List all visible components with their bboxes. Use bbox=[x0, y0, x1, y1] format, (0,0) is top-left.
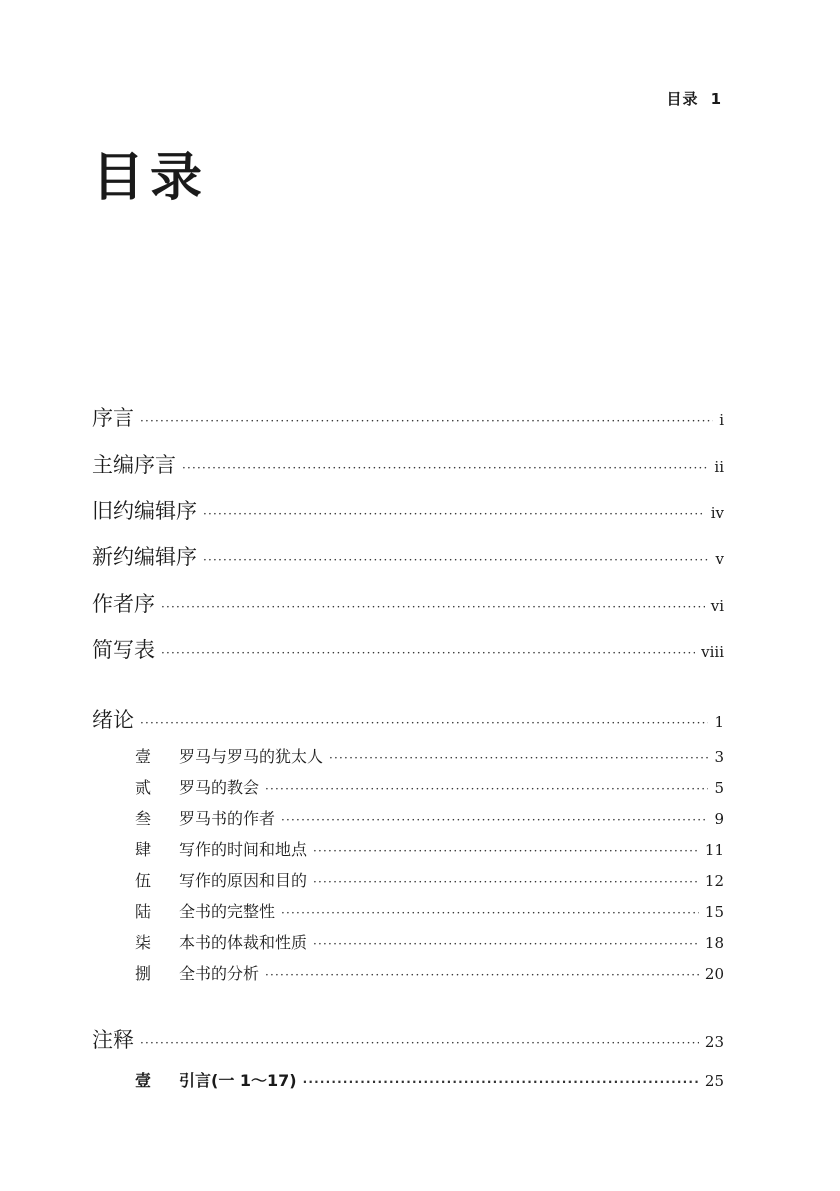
dot-leader bbox=[161, 600, 705, 614]
toc-entry-introduction[interactable] bbox=[92, 704, 724, 734]
toc-page: 9 bbox=[714, 810, 724, 828]
dot-leader bbox=[313, 937, 699, 951]
dot-leader bbox=[265, 968, 699, 982]
toc-entry-nt-editor-preface[interactable] bbox=[92, 541, 724, 571]
section-number: 陆 bbox=[135, 902, 152, 921]
toc-label: 罗马书的作者 bbox=[179, 809, 276, 828]
toc-page: v bbox=[715, 550, 724, 568]
section-number: 捌 bbox=[135, 964, 152, 983]
toc-page: 23 bbox=[704, 1033, 724, 1051]
section-number: 柒 bbox=[135, 933, 152, 952]
toc-subentry[interactable] bbox=[135, 868, 724, 891]
toc-label: 引言(一 1～17) bbox=[179, 1071, 297, 1090]
page-title: 目录 bbox=[92, 148, 209, 208]
toc-label: 写作的时间和地点 bbox=[179, 840, 308, 859]
toc-entry-preface[interactable] bbox=[92, 402, 724, 432]
dot-leader bbox=[140, 414, 713, 428]
section-number: 肆 bbox=[135, 840, 152, 859]
toc-page: viii bbox=[701, 643, 724, 661]
toc-page: 12 bbox=[704, 872, 724, 890]
toc-subentry[interactable] bbox=[135, 837, 724, 860]
section-number: 壹 bbox=[135, 747, 152, 766]
toc-page: 3 bbox=[714, 748, 724, 766]
toc-label: 本书的体裁和性质 bbox=[179, 933, 308, 952]
running-head-page: 1 bbox=[710, 90, 722, 108]
toc-entry-author-preface[interactable] bbox=[92, 588, 724, 618]
dot-leader bbox=[313, 844, 699, 858]
toc-entry-editor-preface[interactable] bbox=[92, 449, 724, 479]
toc-page: 5 bbox=[714, 779, 724, 797]
toc-label: 序言 bbox=[92, 406, 134, 430]
toc-label: 写作的原因和目的 bbox=[179, 871, 308, 890]
toc-page: 18 bbox=[704, 934, 724, 952]
dot-leader bbox=[313, 875, 699, 889]
toc-subentry[interactable] bbox=[135, 930, 724, 953]
toc-page: ii bbox=[714, 458, 724, 476]
toc-label: 罗马的教会 bbox=[179, 778, 260, 797]
section-number: 伍 bbox=[135, 871, 152, 890]
toc-page: 20 bbox=[704, 965, 724, 983]
toc-page: 25 bbox=[704, 1072, 724, 1090]
toc-subentry[interactable] bbox=[135, 806, 724, 829]
dot-leader bbox=[182, 461, 708, 475]
dot-leader bbox=[203, 553, 710, 567]
section-number: 叁 bbox=[135, 809, 152, 828]
toc-label: 主编序言 bbox=[92, 453, 176, 477]
toc-entry-abbreviations[interactable] bbox=[92, 634, 724, 664]
dot-leader bbox=[161, 646, 695, 660]
toc-label: 简写表 bbox=[92, 638, 155, 662]
dot-leader bbox=[140, 716, 708, 730]
dot-leader bbox=[281, 813, 708, 827]
dot-leader bbox=[329, 751, 708, 765]
toc-label: 全书的分析 bbox=[179, 964, 260, 983]
toc-page: i bbox=[719, 411, 724, 429]
toc-label: 注释 bbox=[92, 1028, 134, 1052]
dot-leader bbox=[281, 906, 699, 920]
toc-label: 全书的完整性 bbox=[179, 902, 276, 921]
toc-page: 15 bbox=[704, 903, 724, 921]
toc-label: 绪论 bbox=[92, 708, 134, 732]
toc-page: vi bbox=[710, 597, 724, 615]
section-number: 壹 bbox=[135, 1071, 152, 1090]
toc-entry-ot-editor-preface[interactable] bbox=[92, 495, 724, 525]
running-head-text: 目录 bbox=[666, 90, 699, 108]
toc-label: 作者序 bbox=[92, 592, 155, 616]
toc-subentry[interactable] bbox=[135, 775, 724, 798]
toc-subentry[interactable] bbox=[135, 961, 724, 984]
toc-label: 罗马与罗马的犹太人 bbox=[179, 747, 324, 766]
toc-page: 1 bbox=[714, 713, 724, 731]
dot-leader bbox=[303, 1075, 699, 1089]
toc-page: 11 bbox=[704, 841, 724, 859]
toc-label: 旧约编辑序 bbox=[92, 499, 197, 523]
section-number: 贰 bbox=[135, 778, 152, 797]
toc-label: 新约编辑序 bbox=[92, 545, 197, 569]
dot-leader bbox=[265, 782, 708, 796]
running-head bbox=[667, 88, 722, 109]
dot-leader bbox=[203, 507, 705, 521]
toc-page: iv bbox=[710, 504, 724, 522]
toc-entry-commentary[interactable] bbox=[92, 1024, 724, 1054]
dot-leader bbox=[140, 1036, 699, 1050]
toc-subentry[interactable] bbox=[135, 899, 724, 922]
toc-subentry[interactable] bbox=[135, 744, 724, 767]
toc-subentry[interactable] bbox=[135, 1068, 724, 1091]
